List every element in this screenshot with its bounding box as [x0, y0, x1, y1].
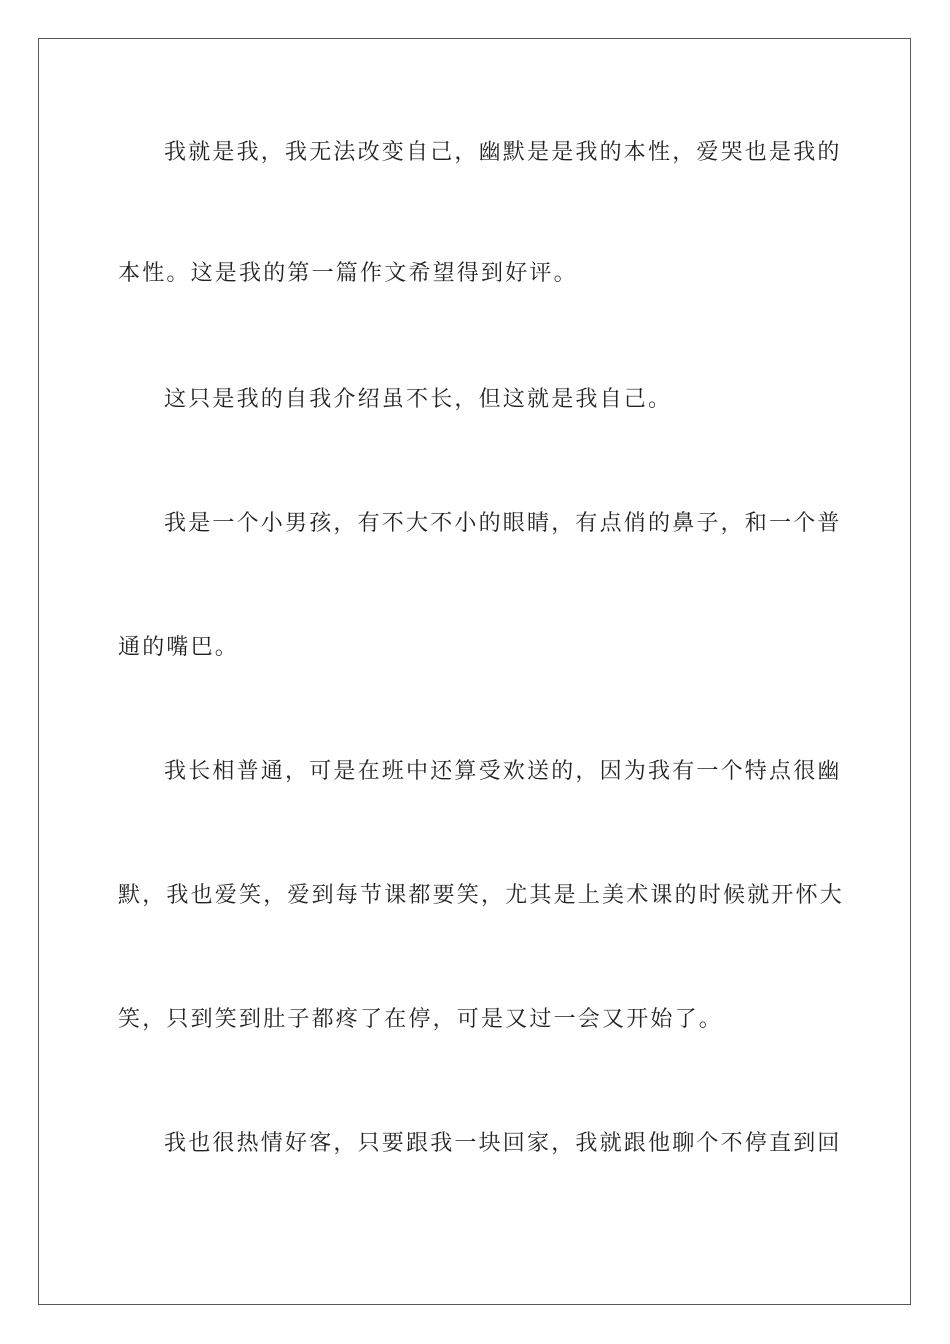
- paragraph-2-line-1: 这只是我的自我介绍虽不长，但这就是我自己。: [164, 387, 673, 412]
- paragraph-3-line-1: 我是一个小男孩，有不大不小的眼睛，有点俏的鼻子，和一个普: [164, 511, 842, 536]
- paragraph-3-line-2: 通的嘴巴。: [118, 635, 240, 660]
- paragraph-1-line-2: 本性。这是我的第一篇作文希望得到好评。: [118, 261, 578, 286]
- paragraph-4-line-2: 默，我也爱笑，爱到每节课都要笑，尤其是上美术课的时候就开怀大: [118, 883, 845, 908]
- paragraph-1-line-1: 我就是我，我无法改变自己，幽默是是我的本性，爱哭也是我的: [164, 140, 842, 165]
- paragraph-4-line-1: 我长相普通，可是在班中还算受欢送的，因为我有一个特点很幽: [164, 759, 842, 784]
- paragraph-4-line-3: 笑，只到笑到肚子都疼了在停，可是又过一会又开始了。: [118, 1007, 724, 1032]
- page-frame: [38, 38, 911, 1305]
- paragraph-5-line-1: 我也很热情好客，只要跟我一块回家，我就跟他聊个不停直到回: [164, 1131, 842, 1156]
